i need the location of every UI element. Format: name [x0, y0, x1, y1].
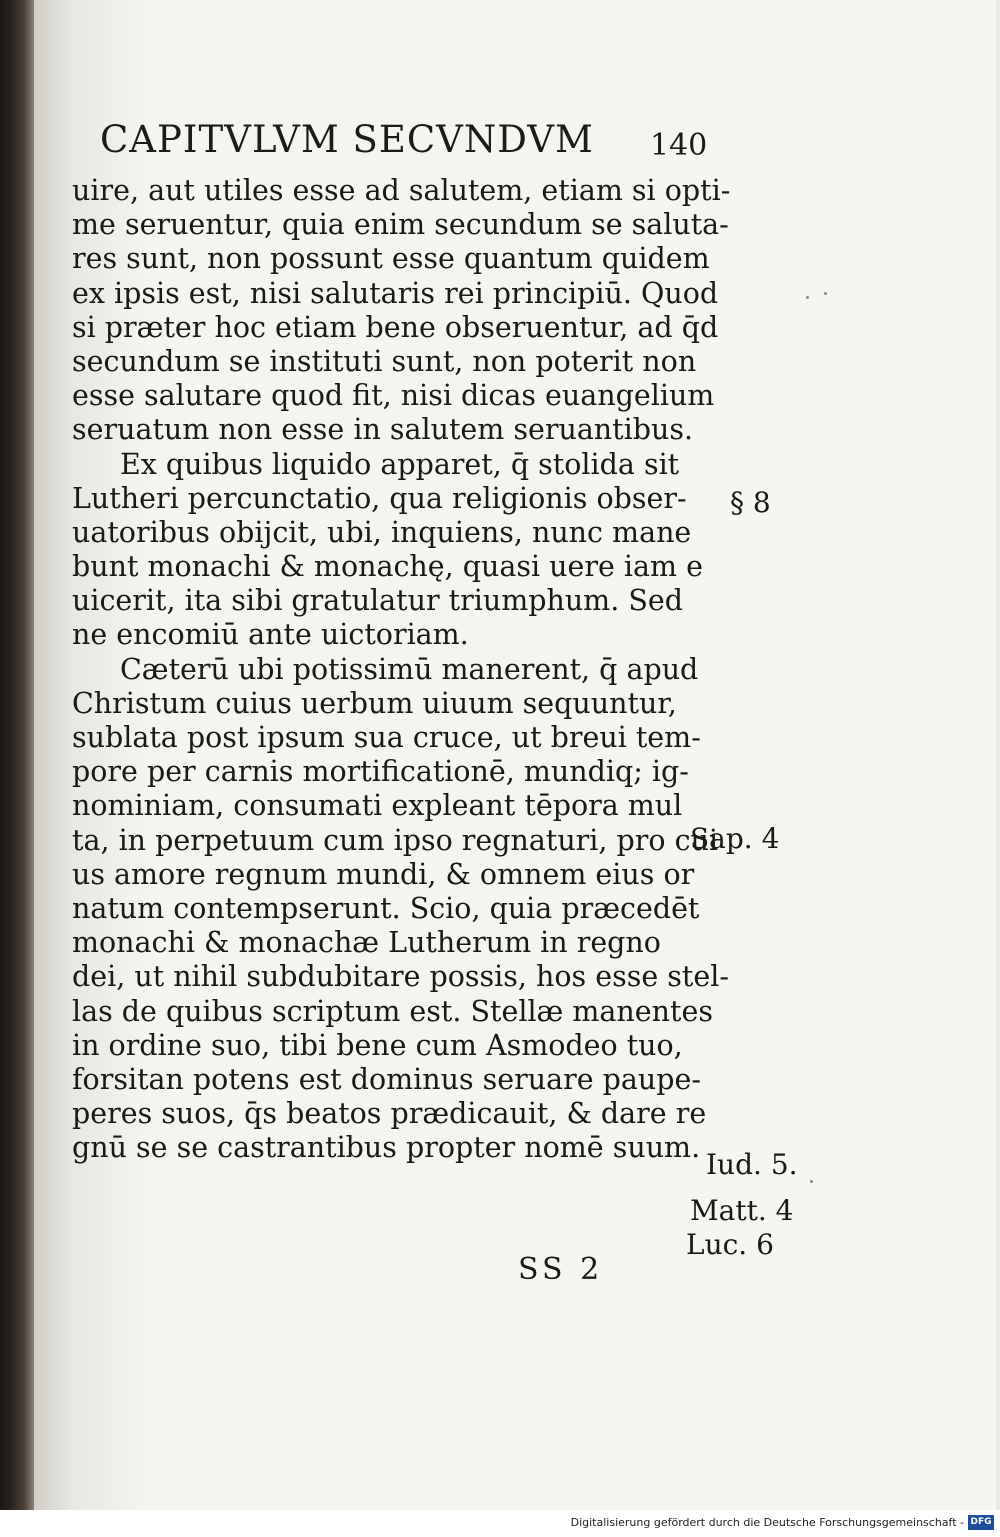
- margin-note-matt: Matt. 4: [690, 1194, 794, 1227]
- text-line: Cæterū ubi potissimū manerent, q̄ apud: [120, 652, 699, 686]
- text-line: gnū se se castrantibus propter nomē suum.: [72, 1131, 701, 1165]
- text-line: uatoribus obijcit, ubi, inquiens, nunc mane: [72, 515, 692, 549]
- running-head: CAPITVLVM SECVNDVM: [100, 118, 594, 161]
- text-line: me seruentur, quia enim secundum se saluta-: [72, 208, 729, 242]
- footer-bar: [0, 1510, 1000, 1537]
- margin-note-luc: Luc. 6: [686, 1228, 774, 1261]
- text-line: ne encomiū ante uictoriam.: [72, 618, 469, 652]
- text-line: sublata post ipsum sua cruce, ut breui tem-: [72, 721, 701, 754]
- page-edge: [996, 0, 1000, 1510]
- margin-note-iud: Iud. 5.: [706, 1148, 798, 1181]
- paper-speck: [810, 1180, 813, 1183]
- margin-note-sap: Sap. 4: [690, 822, 780, 855]
- text-line: res sunt, non possunt esse quantum quidem: [72, 242, 710, 276]
- signature-mark: SS 2: [518, 1252, 604, 1287]
- text-line: Christum cuius uerbum uiuum sequuntur,: [72, 686, 677, 720]
- book-binding: [0, 0, 34, 1537]
- text-line: nominiam, consumati expleant tēpora mul: [72, 789, 683, 823]
- text-line: Ex quibus liquido apparet, q̄ stolida sit: [120, 447, 680, 481]
- paper-speck: [806, 296, 809, 299]
- text-line: pore per carnis mortificationē, mundiq; ig-: [72, 755, 689, 789]
- text-line: forsitan potens est dominus seruare paupe-: [72, 1062, 701, 1096]
- text-line: las de quibus scriptum est. Stellæ manentes: [72, 994, 713, 1028]
- text-line: natum contempserunt. Scio, quia præcedēt: [72, 891, 700, 925]
- text-line: Lutheri percunctatio, qua religionis obser-: [72, 481, 687, 515]
- text-line: ex ipsis est, nisi salutaris rei principiū. Quod: [72, 276, 719, 310]
- body-text: [72, 174, 731, 1165]
- text-line: uicerit, ita sibi gratulatur triumphum. Sed: [72, 584, 683, 618]
- paper-speck: [824, 292, 827, 295]
- dfg-logo: DFG: [968, 1515, 994, 1530]
- text-line: seruatum non esse in salutem seruantibus.: [72, 413, 694, 447]
- text-line: secundum se instituti sunt, non poterit non: [72, 344, 697, 378]
- text-line: si præter hoc etiam bene obseruentur, ad q̄d: [72, 310, 719, 344]
- text-line: peres suos, q̄s beatos prædicauit, & dare re: [72, 1097, 707, 1131]
- page-number: 140: [650, 128, 708, 163]
- text-line: us amore regnum mundi, & omnem eius or: [72, 857, 695, 891]
- text-line: dei, ut nihil subdubitare possis, hos esse stel-: [72, 960, 729, 994]
- text-line: bunt monachi & monachę, quasi uere iam e: [72, 550, 703, 584]
- text-line: esse salutare quod fit, nisi dicas euangelium: [72, 379, 715, 413]
- text-line: monachi & monachæ Lutherum in regno: [72, 926, 661, 960]
- funding-credit: Digitalisierung gefördert durch die Deutsche Forschungsgemeinschaft -: [570, 1516, 964, 1529]
- text-line: in ordine suo, tibi bene cum Asmodeo tuo,: [72, 1028, 683, 1062]
- text-line: ta, in perpetuum cum ipso regnaturi, pro cui: [72, 823, 719, 857]
- margin-note-section: § 8: [730, 486, 771, 519]
- text-line: uire, aut utiles esse ad salutem, etiam si opti-: [72, 174, 731, 207]
